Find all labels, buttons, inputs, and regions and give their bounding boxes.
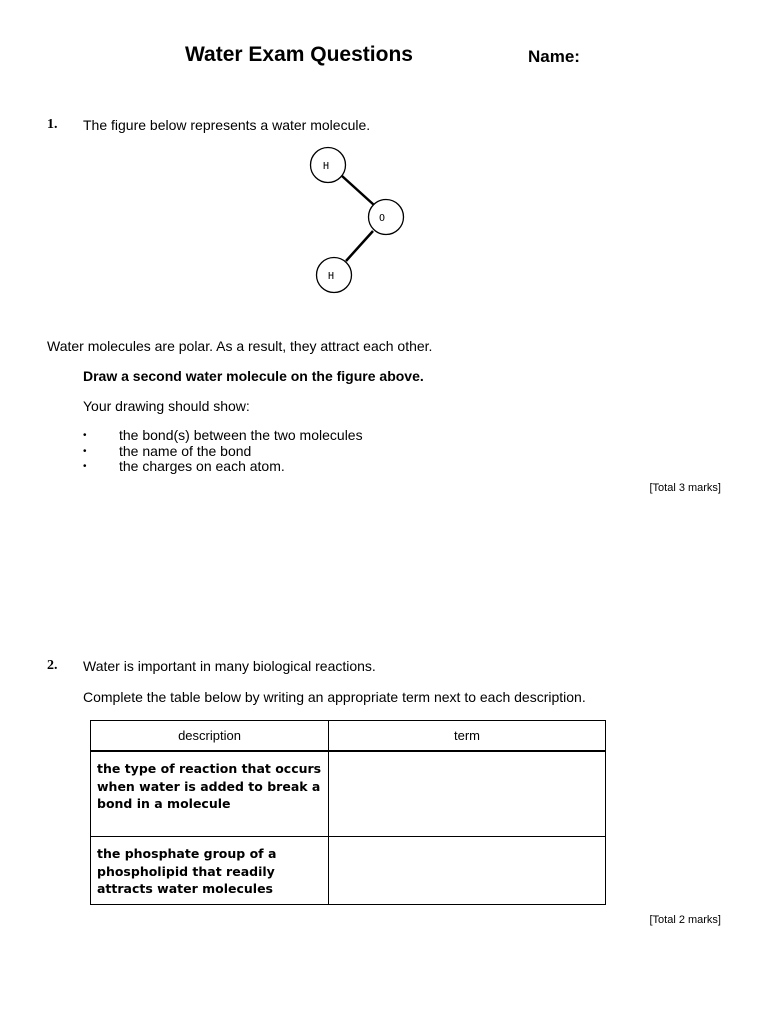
atom-label-h2: H bbox=[327, 271, 335, 282]
term-answer-cell[interactable] bbox=[329, 837, 606, 905]
question-1-intro: The figure below represents a water molecule. bbox=[83, 117, 371, 133]
oh-bond-lower bbox=[346, 231, 373, 261]
question-2-number: 2. bbox=[47, 658, 58, 673]
bullet-icon: • bbox=[83, 461, 87, 472]
question-1-instruction: Draw a second water molecule on the figure above. bbox=[83, 368, 424, 384]
bullet-icon: • bbox=[83, 430, 87, 441]
question-1-number: 1. bbox=[47, 117, 58, 132]
list-item bbox=[83, 428, 363, 444]
question-2-marks: [Total 2 marks] bbox=[649, 914, 721, 926]
description-cell: the phosphate group of a phospholipid that readily attracts water molecules bbox=[91, 837, 329, 905]
term-answer-cell[interactable] bbox=[329, 751, 606, 837]
question-2-intro: Water is important in many biological reactions. bbox=[83, 658, 376, 674]
terms-table bbox=[90, 720, 606, 905]
oxygen-atom bbox=[369, 200, 404, 235]
table-header-row bbox=[91, 721, 606, 752]
page-title: Water Exam Questions bbox=[185, 43, 413, 66]
table-row bbox=[91, 751, 606, 837]
bullet-text: the name of the bond bbox=[119, 442, 252, 459]
question-1-statement: Water molecules are polar. As a result, they attract each other. bbox=[47, 338, 433, 354]
list-item bbox=[83, 459, 363, 475]
question-2-instruction: Complete the table below by writing an appropriate term next to each description. bbox=[83, 689, 586, 705]
column-header-description: description bbox=[91, 721, 329, 752]
bullet-text: the bond(s) between the two molecules bbox=[119, 427, 363, 443]
name-label: Name: bbox=[528, 47, 580, 66]
question-1-marks: [Total 3 marks] bbox=[649, 482, 721, 494]
question-1-drawing-prompt: Your drawing should show: bbox=[83, 398, 250, 414]
atom-label-h1: H bbox=[322, 161, 330, 172]
atom-label-o: O bbox=[378, 213, 386, 224]
description-cell: the type of reaction that occurs when water is added to break a bond in a molecule bbox=[91, 751, 329, 837]
water-molecule-figure bbox=[300, 140, 420, 300]
column-header-term: term bbox=[329, 721, 606, 752]
table-row bbox=[91, 837, 606, 905]
bullet-text: the charges on each atom. bbox=[119, 458, 285, 474]
oh-bond-upper bbox=[342, 176, 374, 205]
bullet-icon: • bbox=[83, 445, 87, 457]
question-1-bullet-list bbox=[83, 428, 363, 475]
list-item bbox=[83, 444, 363, 460]
